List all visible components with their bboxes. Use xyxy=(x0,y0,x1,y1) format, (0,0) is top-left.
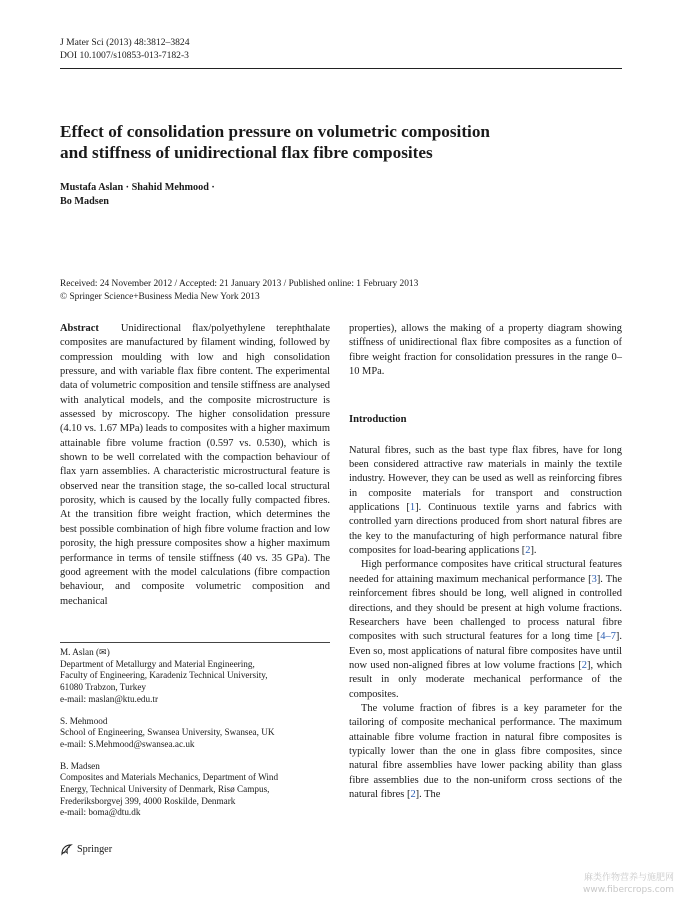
affiliation-name: S. Mehmood xyxy=(60,715,108,726)
title-line-1: Effect of consolidation pressure on volumetric composition xyxy=(60,122,490,141)
citation-link[interactable]: 1 xyxy=(409,502,416,514)
citation-link[interactable]: 2 xyxy=(581,659,587,671)
citation-link[interactable]: 2 xyxy=(410,788,416,800)
site-watermark xyxy=(583,872,674,896)
intro-paragraph-2: High performance composites have critical structural features needed for attaining maximum mechanical performance [3]. The reinforcement fibres should be long, well aligned in controlled directions, and they should be present at high volume fractions. Researchers have been challenged to process natural fibre composites with such structural features for a long time [4–7]. Even so, most applications of natural fibre composites have until now used non-aligned fibres at low volume fractions [2], which result in only moderate mechanical performance of the composites. xyxy=(349,559,623,700)
abstract-continuation: properties), allows the making of a property diagram showing stiffness of unidirectional flax fibre composites as a function of fibre weight fraction for consolidation pressures in the range 0–10 MPa. xyxy=(349,323,622,378)
intro-paragraph-3: The volume fraction of fibres is a key parameter for the tailoring of composite mechanical performance. The maximum attainable fibre volume fraction in natural fibre composites is typically lower than the one in glass fibre composites, since natural fibre assemblies have lower packing ability than glass fibre assemblies due to the non-uniform cross sections of the natural fibres [2]. The xyxy=(349,702,622,800)
publisher-name: Springer xyxy=(77,844,113,855)
citation-link[interactable]: 3 xyxy=(591,573,597,585)
affiliation-aslan xyxy=(60,647,335,706)
introduction-heading: Introduction xyxy=(349,414,407,426)
affiliation-email[interactable]: e-mail: S.Mehmood@swansea.ac.uk xyxy=(60,738,195,749)
watermark-url: www.fibercrops.com xyxy=(583,885,674,895)
authors-line-2: Bo Madsen xyxy=(60,196,109,207)
affiliation-rule xyxy=(60,642,330,643)
affiliation-name: B. Madsen xyxy=(60,760,100,771)
affiliation-line: Faculty of Engineering, Karadeniz Technical University, xyxy=(60,670,268,681)
journal-doi: DOI 10.1007/s10853-013-7182-3 xyxy=(60,50,189,61)
title-line-2: and stiffness of unidirectional flax fibre composites xyxy=(60,143,433,162)
springer-logo-icon xyxy=(60,843,73,856)
author-list xyxy=(60,181,360,209)
header-rule xyxy=(60,68,622,69)
affiliation-line: Frederiksborgvej 399, 4000 Roskilde, Denmark xyxy=(60,795,236,806)
citation-link[interactable]: 2 xyxy=(525,545,531,557)
abstract-text: Unidirectional flax/polyethylene terephthalate composites are manufactured by filament winding, followed by compression moulding with low and high consolidation pressure, and with variable flax fibre content. The experimental data of volumetric composition and tensile stiffness are analysed with analytical models, and the composite microstructure is assessed by microscopy. The higher consolidation pressure (4.10 vs. 1.67 MPa) leads to composites with a higher maximum attainable fibre volume fraction (0.597 vs. 0.530), which is shown to be well correlated with the compaction behaviour of flax yarn assemblies. A characteristic microstructural feature is observed near the transition stage, the so-called local structural porosity, which is caused by the locally fully compacted fibres. At the transition fibre weight fraction, which determines the best possible combination of high fibre volume fraction and low porosity, the high pressure composites show a higher maximum performance in terms of tensile stiffness (40 vs. 35 GPa). The good agreement with the model calculations (fibre compaction behaviour, and composite volumetric composition and mechanical xyxy=(60,323,330,607)
received-dates: Received: 24 November 2012 / Accepted: 21 January 2013 / Published online: 1 February 2013 xyxy=(60,279,419,289)
affiliation-line: School of Engineering, Swansea University, Swansea, UK xyxy=(60,727,275,738)
publisher-footer xyxy=(60,843,112,856)
abstract-heading: Abstract xyxy=(60,323,99,334)
intro-paragraph-1: Natural fibres, such as the bast type flax fibres, have for long been considered attractive raw materials in mainly the textile industry. However, they can be used as well as reinforcing fibres in composite materials for transport and construction applications [1]. Continuous textile yarns and fabrics with controlled yarn directions produced from short natural fibres are the key to the manufacturing of high performance natural fibre composites for load-bearing applications [2]. xyxy=(349,444,622,557)
citation-link[interactable]: 4–7 xyxy=(600,631,616,643)
affiliation-line: Composites and Materials Mechanics, Department of Wind xyxy=(60,772,279,783)
right-column xyxy=(349,322,622,802)
affiliations-block xyxy=(60,647,335,829)
paper-title xyxy=(60,121,600,163)
publication-dates xyxy=(60,278,620,304)
left-column xyxy=(60,322,330,609)
affiliation-line: Energy, Technical University of Denmark, Risø Campus, xyxy=(60,784,270,795)
authors-line-1: Mustafa Aslan · Shahid Mehmood · xyxy=(60,182,215,193)
watermark-title: 麻类作物营养与施肥网 xyxy=(583,873,674,883)
affiliation-madsen xyxy=(60,761,335,820)
abstract-paragraph xyxy=(60,322,330,609)
copyright-notice: © Springer Science+Business Media New York 2013 xyxy=(60,292,260,302)
affiliation-name: M. Aslan (✉) xyxy=(60,647,110,657)
affiliation-line: 61080 Trabzon, Turkey xyxy=(60,682,147,693)
affiliation-email[interactable]: e-mail: boma@dtu.dk xyxy=(60,807,141,818)
affiliation-email[interactable]: e-mail: maslan@ktu.edu.tr xyxy=(60,693,159,704)
affiliation-mehmood xyxy=(60,716,335,751)
affiliation-line: Department of Metallurgy and Material Engineering, xyxy=(60,658,255,669)
journal-citation-block xyxy=(60,36,190,62)
journal-citation: J Mater Sci (2013) 48:3812–3824 xyxy=(60,37,190,48)
